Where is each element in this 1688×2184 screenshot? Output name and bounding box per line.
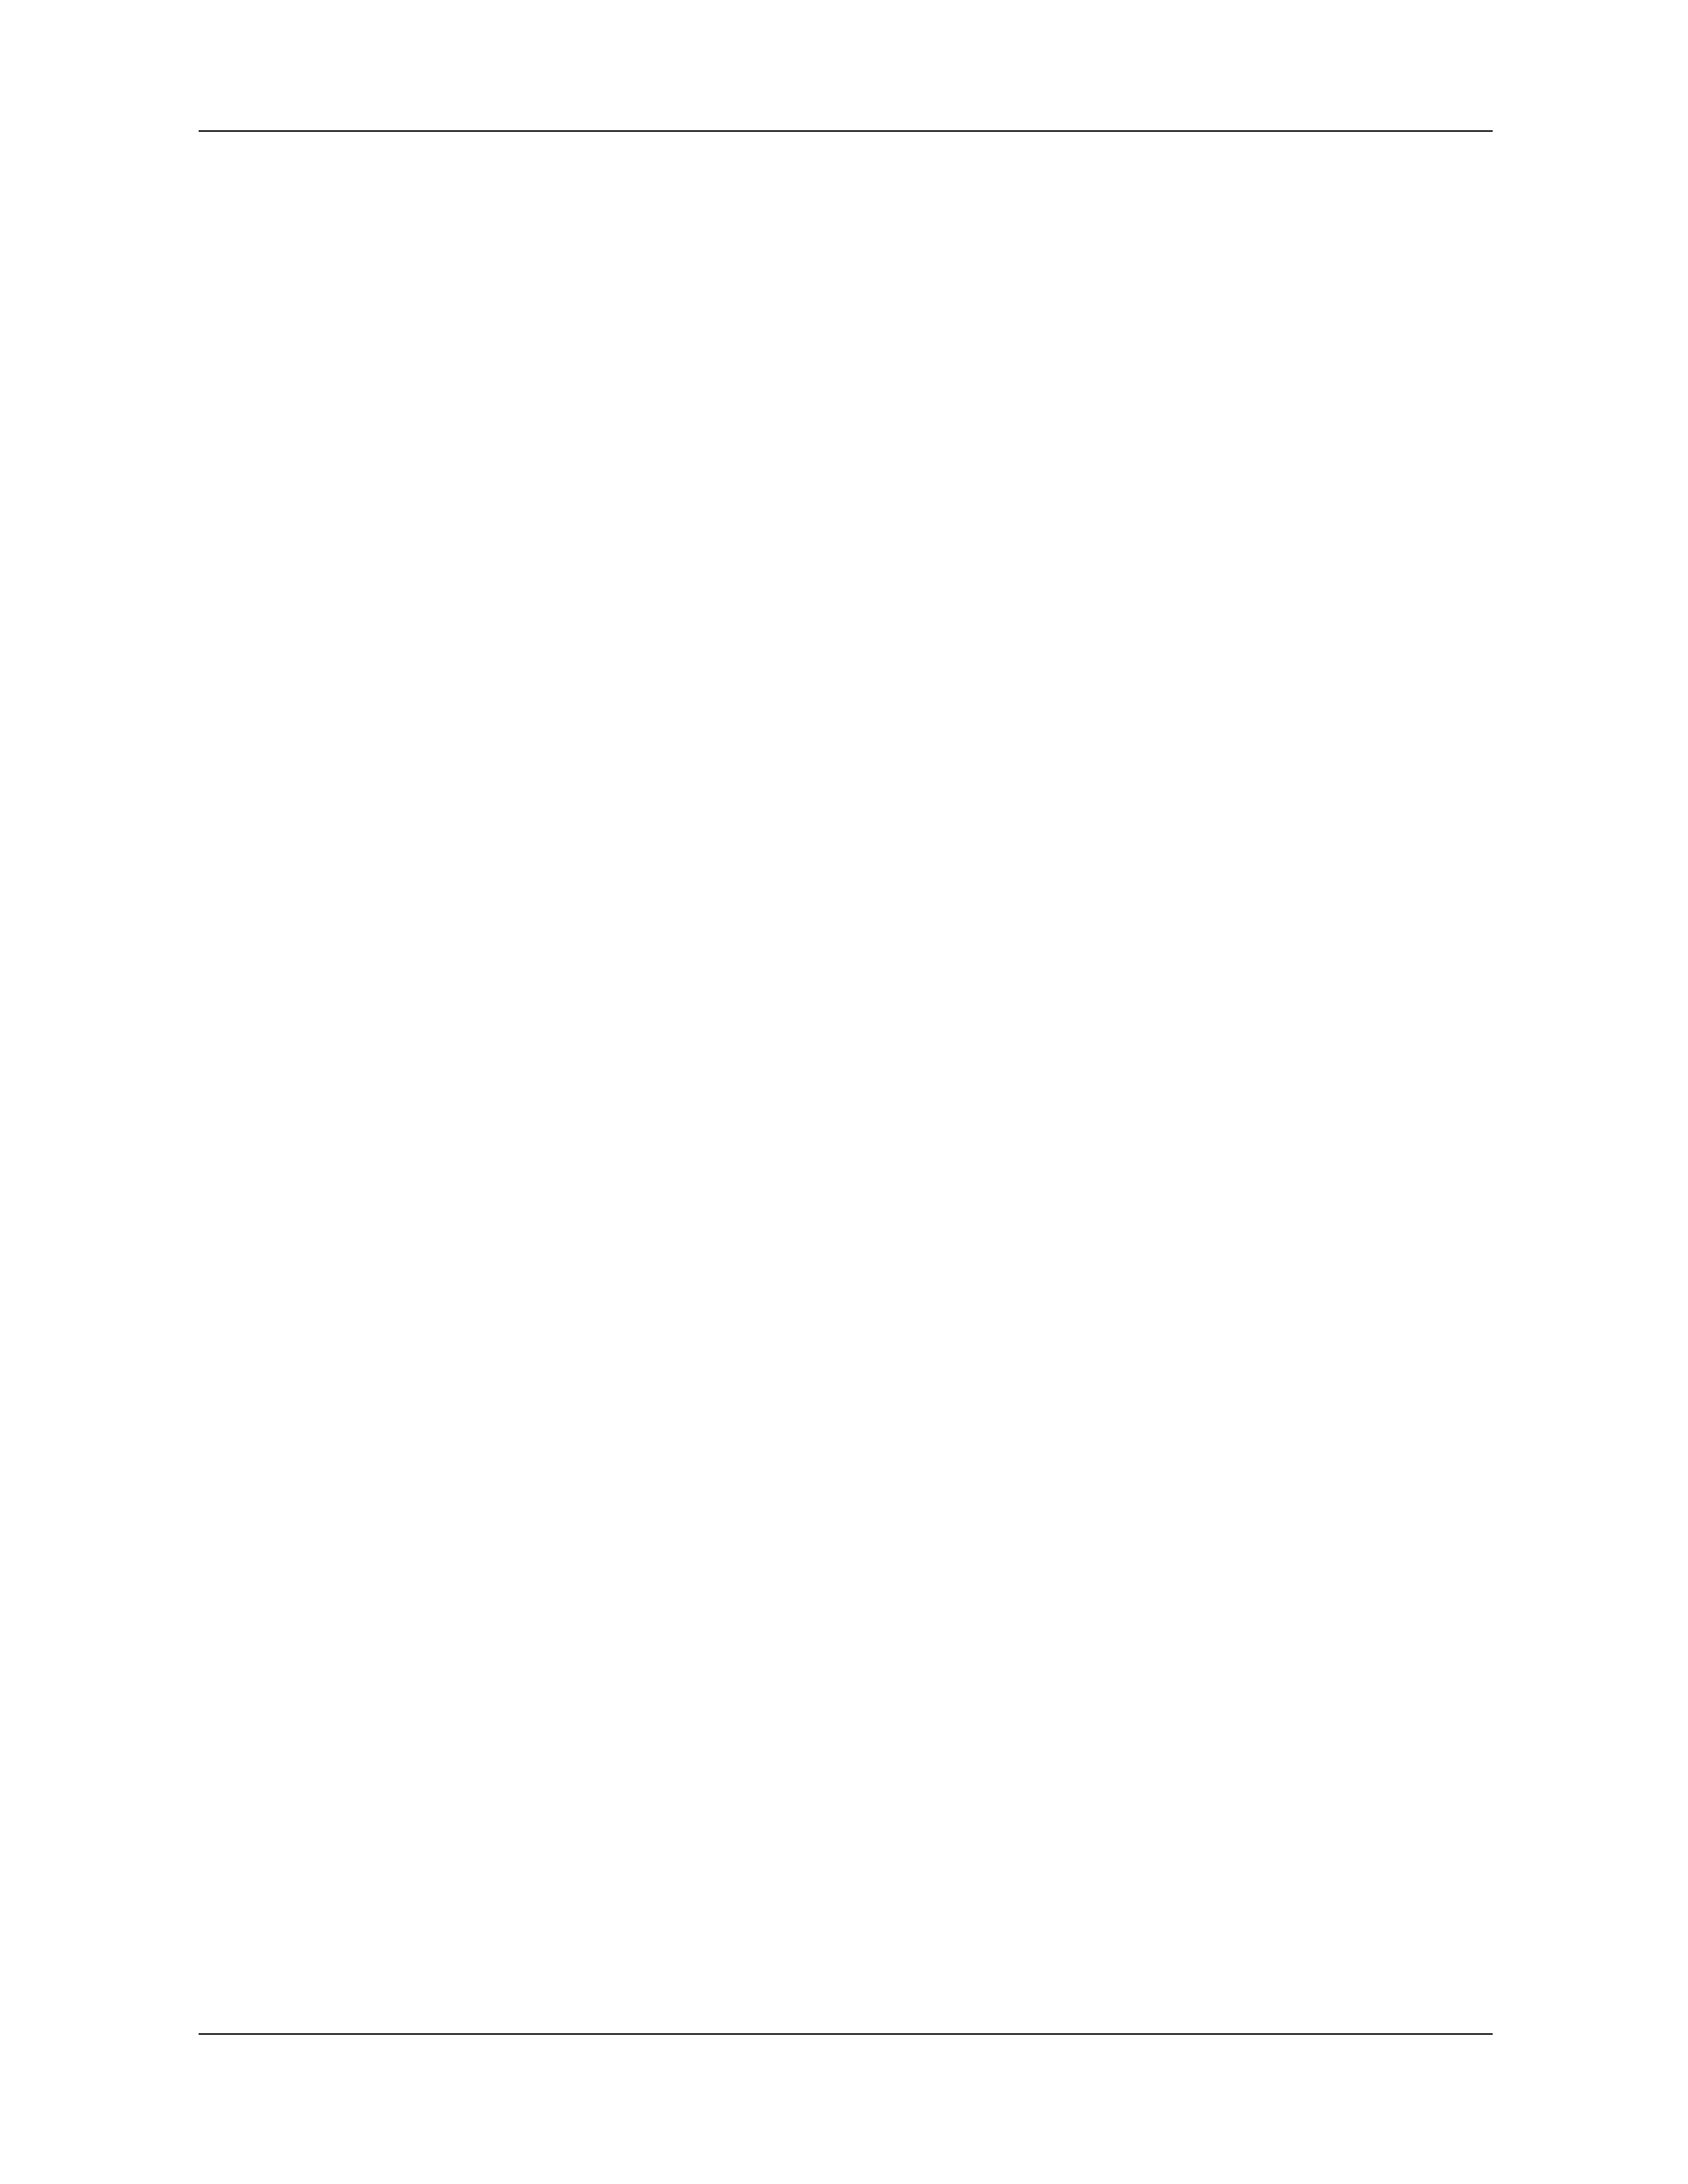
section-heading	[199, 837, 220, 887]
page-header	[199, 92, 1493, 132]
page-footer	[199, 2033, 1493, 2078]
